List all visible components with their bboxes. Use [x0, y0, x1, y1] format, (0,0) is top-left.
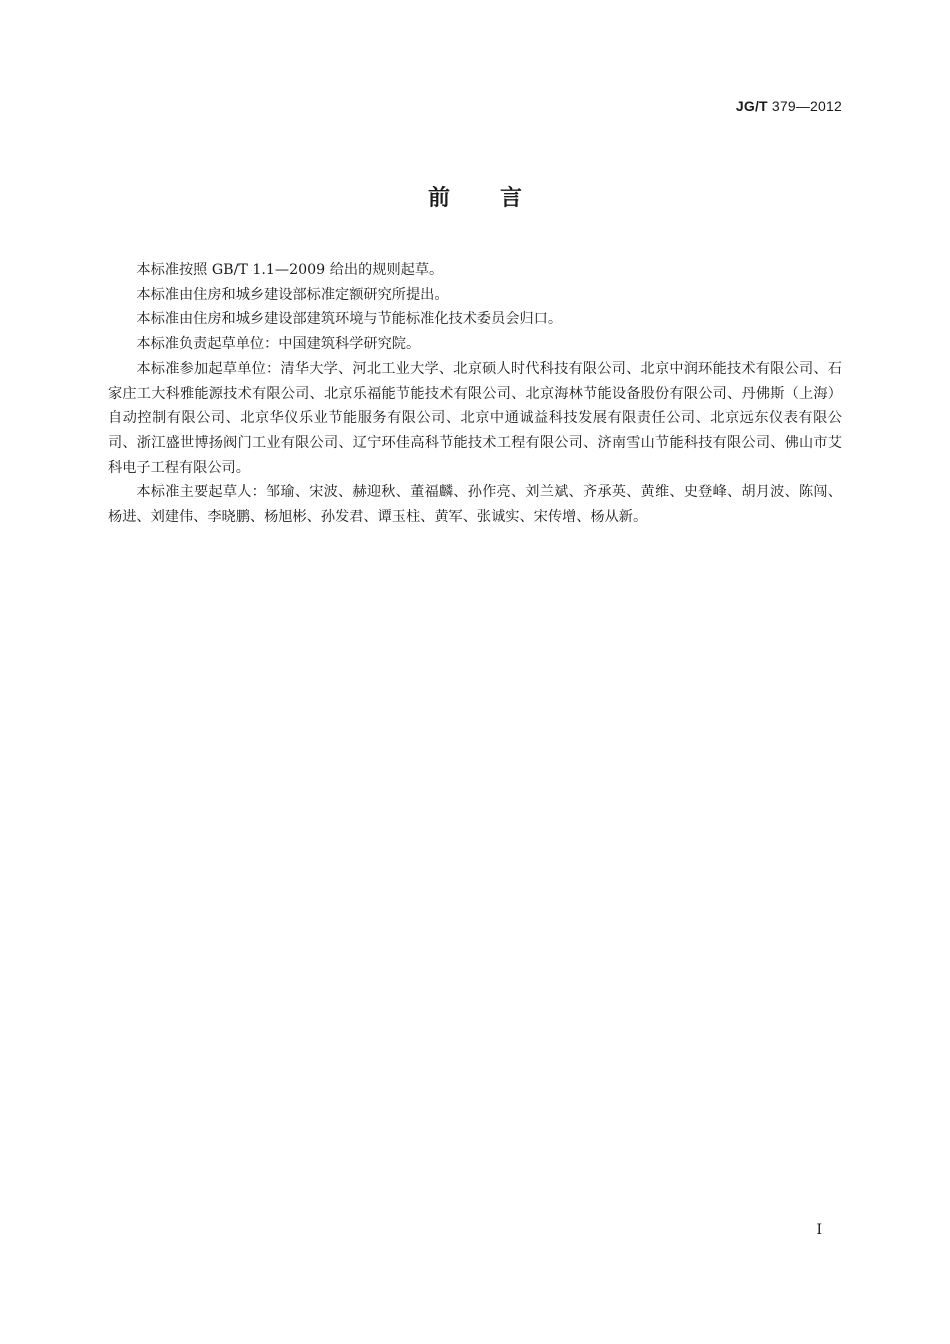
standard-code	[736, 98, 842, 114]
paragraph-participating-units: 本标准参加起草单位：清华大学、河北工业大学、北京硕人时代科技有限公司、北京中润环能技术有限公司、石家庄工大科雅能源技术有限公司、北京乐福能节能技术有限公司、北京海林节能设备股份有限公司、丹佛斯（上海）自动控制有限公司、北京华仪乐业节能服务有限公司、北京中通诚益科技发展有限责任公司、北京远东仪表有限公司、浙江盛世博扬阀门工业有限公司、辽宁环佳高科节能技术工程有限公司、济南雪山节能科技有限公司、佛山市艾科电子工程有限公司。	[108, 360, 842, 476]
standard-code-number: 379—2012	[771, 98, 842, 114]
paragraph-drafting-rules: 本标准按照 GB/T 1.1—2009 给出的规则起草。	[136, 262, 444, 278]
title-char-2: 言	[500, 186, 523, 211]
title-char-1: 前	[427, 186, 450, 211]
paragraph-technical-committee: 本标准由住房和城乡建设部建筑环境与节能标准化技术委员会归口。	[136, 311, 563, 328]
paragraph-main-drafters: 本标准主要起草人：邹瑜、宋波、赫迎秋、董福麟、孙作亮、刘兰斌、齐承英、黄维、史登峰、胡月波、陈闯、杨进、刘建伟、李晓鹏、杨旭彬、孙发君、谭玉柱、黄军、张诚实、宋传增、杨从新。	[108, 484, 842, 526]
paragraph-proposer: 本标准由住房和城乡建设部标准定额研究所提出。	[136, 286, 449, 303]
page-number: I	[816, 1222, 822, 1238]
page-title	[0, 181, 950, 212]
foreword-body	[108, 258, 842, 530]
standard-code-prefix: JG/T	[735, 98, 768, 114]
paragraph-responsible-unit: 本标准负责起草单位：中国建筑科学研究院。	[136, 336, 421, 353]
